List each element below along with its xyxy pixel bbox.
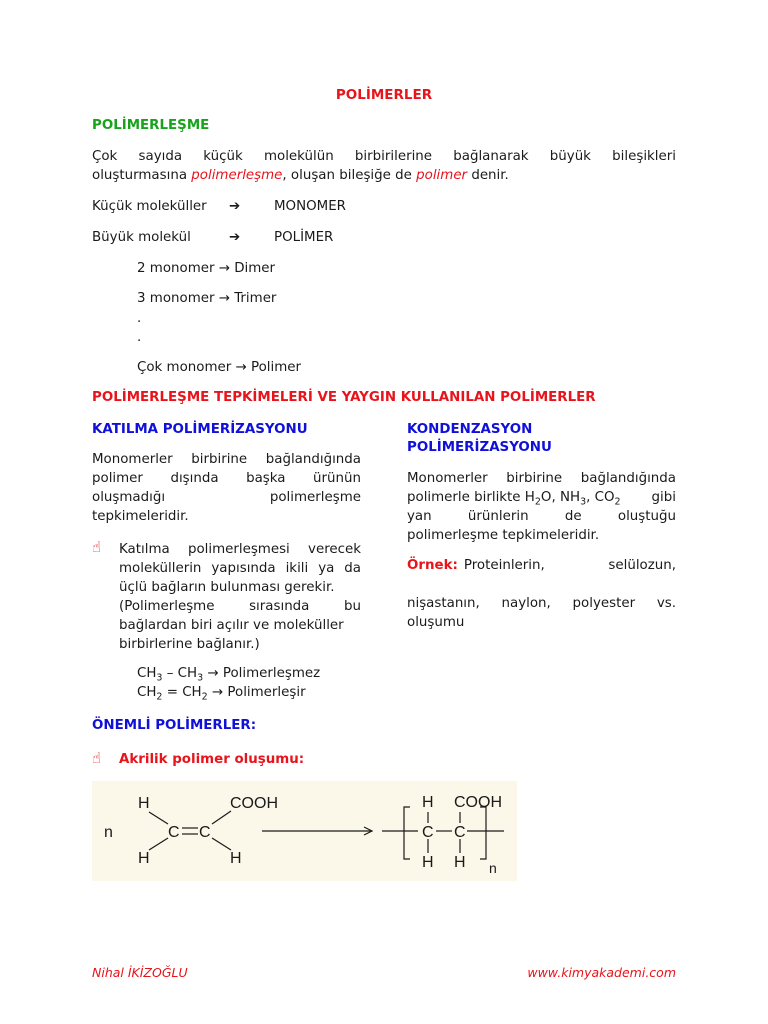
- arrow-icon: ➔: [229, 230, 241, 245]
- series-dimer: 2 monomer → Dimer: [137, 261, 276, 276]
- heading-onemli-polimerler: ÖNEMLİ POLİMERLER:: [92, 718, 257, 733]
- heading-kondenzasyon-2: POLİMERİZASYONU: [407, 440, 552, 455]
- definition-line-1: Çok sayıda küçük molekülün birbirilerine bağlanarak büyük bileşikleri: [92, 149, 676, 164]
- svg-text:C: C: [199, 824, 211, 841]
- footer-author: Nihal İKİZOĞLU: [92, 965, 188, 980]
- series-dot-2: .: [137, 330, 142, 345]
- definition-line-2: oluşturmasına polimerleşme, oluşan bileşiğe de polimer denir.: [92, 168, 509, 183]
- term-polimerlesme: polimerleşme: [191, 168, 283, 183]
- term-polimer: polimer: [416, 168, 468, 183]
- example-ethane: $CH_3 - CH_3$ → Polimerleşmez: [137, 666, 321, 684]
- coef-n: n: [104, 824, 113, 841]
- series-dot-1: .: [137, 311, 142, 326]
- katilma-paragraph: Monomerler birbirine bağlandığında polimer dışında başka ürünün oluşmadığı polimerleşme tepkimeleridir.: [92, 452, 361, 524]
- mapping-row-monomer: Küçük moleküller: [92, 199, 207, 214]
- bracket-left: [404, 807, 410, 859]
- mapping-monomer-value: MONOMER: [274, 199, 346, 214]
- svg-text:H: H: [138, 795, 150, 812]
- svg-text:C: C: [454, 824, 466, 841]
- mapping-polimer-value: POLİMER: [274, 230, 334, 245]
- hand-point-icon: ☝: [92, 749, 102, 767]
- reaction-diagram: [92, 781, 517, 881]
- svg-text:H: H: [230, 850, 242, 867]
- kondenzasyon-paragraph: Monomerler birbirine bağlandığında polimerle birlikte $H_2O$, $NH_3$, $CO_2$ gibi yan ürünlerin de oluştuğu polimerleşme tepkimeleridir.: [407, 471, 676, 543]
- page-title: POLİMERLER: [335, 87, 433, 103]
- heading-kondenzasyon-1: KONDENZASYON: [407, 422, 533, 437]
- series-polimer: Çok monomer → Polimer: [137, 360, 302, 375]
- acrylic-reaction-figure: [92, 781, 517, 881]
- svg-text:COOH: COOH: [230, 795, 278, 812]
- bracket-right: [480, 807, 486, 859]
- mapping-row-polimer: Büyük molekül: [92, 230, 191, 245]
- ornek-paragraph: Örnek: Proteinlerin, selülozun, nişastanın, naylon, polyester vs. oluşumu: [407, 558, 676, 630]
- heading-katilma: KATILMA POLİMERİZASYONU: [92, 422, 308, 437]
- svg-text:C: C: [422, 824, 434, 841]
- arrow-icon: ➔: [229, 199, 241, 214]
- series-trimer: 3 monomer → Trimer: [137, 291, 277, 306]
- footer-site-link[interactable]: www.kimyakademi.com: [527, 965, 676, 980]
- subscript-n: n: [489, 860, 497, 876]
- svg-text:H: H: [422, 794, 434, 811]
- svg-text:H: H: [422, 854, 434, 871]
- katilma-bullet-text: Katılma polimerleşmesi verecek moleküllerin yapısında ikili ya da üçlü bağların bulunması gerekir. (Polimerleşme sırasında bu bağlardan biri açılır ve moleküller birbirlerine bağlanır.): [119, 542, 361, 652]
- definition-paragraph: [92, 147, 676, 185]
- section-heading-polimerlesme: POLİMERLEŞME: [92, 118, 210, 133]
- ornek-label: Örnek:: [407, 558, 458, 573]
- svg-text:COOH: COOH: [454, 794, 502, 811]
- akrilik-heading: Akrilik polimer oluşumu:: [119, 752, 305, 767]
- example-ethene: $CH_2 = CH_2$ → Polimerleşir: [137, 685, 306, 703]
- hand-point-icon: ☝: [92, 538, 102, 556]
- svg-text:H: H: [454, 854, 466, 871]
- svg-text:C: C: [168, 824, 180, 841]
- svg-text:H: H: [138, 850, 150, 867]
- section-heading-tepkimeler: POLİMERLEŞME TEPKİMELERİ VE YAYGIN KULLANILAN POLİMERLER: [92, 390, 596, 405]
